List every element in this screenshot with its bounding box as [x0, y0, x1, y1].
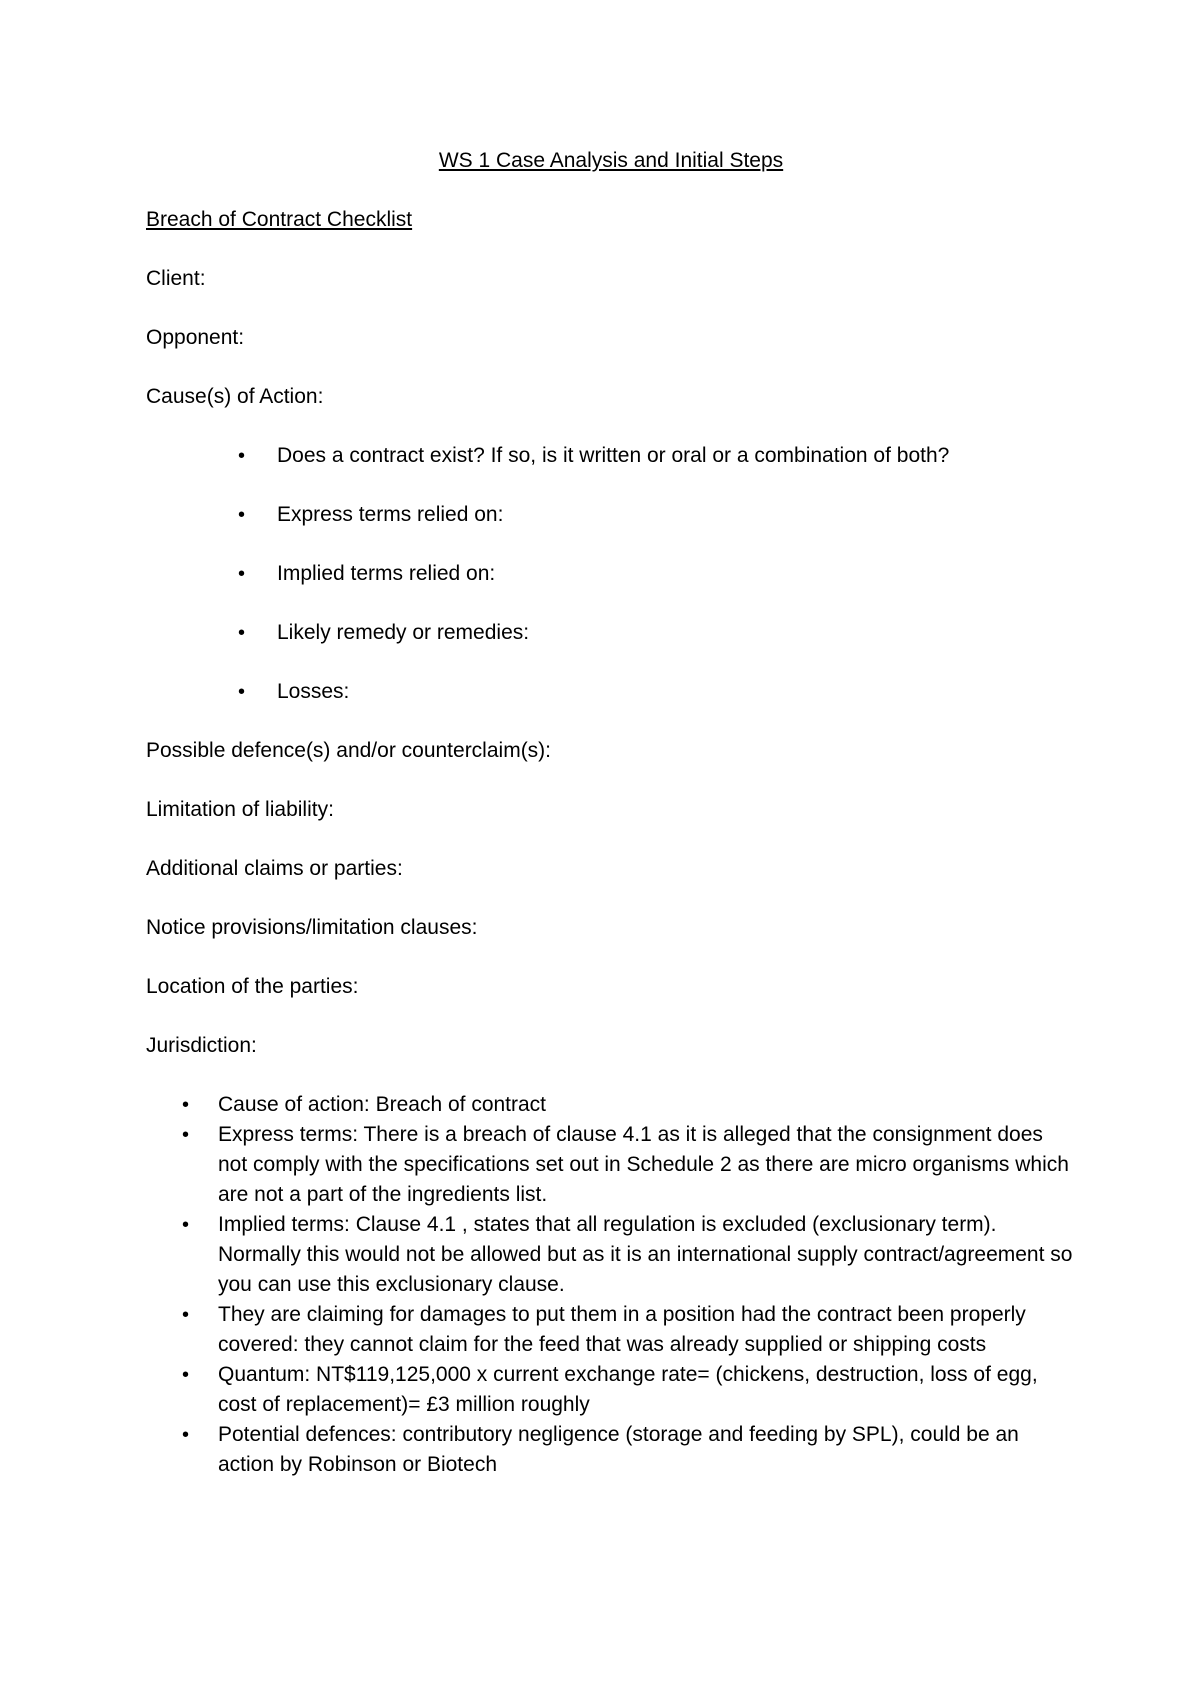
note-text: They are claiming for damages to put them in a position had the contract been properly covered: they cannot claim for the feed that was already supplied or shipping costs — [218, 1303, 1026, 1356]
note-item — [146, 1210, 1076, 1300]
bullet-icon: • — [182, 1304, 190, 1326]
field-limitation-of-liability: Limitation of liability: — [146, 798, 334, 821]
document-body — [146, 146, 1076, 1480]
note-text: Cause of action: Breach of contract — [218, 1093, 547, 1116]
note-item — [146, 1090, 1076, 1120]
field-possible-defences: Possible defence(s) and/or counterclaim(s): — [146, 739, 552, 762]
bullet-icon: • — [182, 1124, 190, 1146]
checklist-item-text: Likely remedy or remedies: — [277, 621, 530, 644]
checklist-item — [146, 500, 1076, 530]
field-additional-claims: Additional claims or parties: — [146, 857, 403, 880]
checklist-heading: Breach of Contract Checklist — [146, 208, 413, 231]
bullet-icon: • — [182, 1424, 190, 1446]
bullet-icon: • — [182, 1364, 190, 1386]
note-item — [146, 1120, 1076, 1210]
checklist-item — [146, 618, 1076, 648]
note-text: Express terms: There is a breach of clause 4.1 as it is alleged that the consignment does not comply with the specifications set out in Schedule 2 as there are micro organisms which are not a part of the ingredients list. — [218, 1123, 1069, 1206]
field-notice-provisions: Notice provisions/limitation clauses: — [146, 916, 478, 939]
bullet-icon: • — [238, 504, 246, 526]
field-causes-of-action: Cause(s) of Action: — [146, 385, 324, 408]
note-item — [146, 1420, 1076, 1480]
bullet-icon: • — [182, 1094, 190, 1116]
bullet-icon: • — [238, 681, 246, 703]
checklist-item-text: Losses: — [277, 680, 350, 703]
checklist-item-text: Express terms relied on: — [277, 503, 504, 526]
analysis-notes-list — [146, 1090, 1076, 1480]
bullet-icon: • — [238, 622, 246, 644]
document-title: WS 1 Case Analysis and Initial Steps — [438, 149, 784, 172]
note-item — [146, 1360, 1076, 1420]
cause-of-action-checklist — [146, 441, 1076, 707]
bullet-icon: • — [238, 563, 246, 585]
note-item — [146, 1300, 1076, 1360]
field-client: Client: — [146, 267, 206, 290]
checklist-item — [146, 559, 1076, 589]
checklist-item — [146, 441, 1076, 471]
field-location-of-parties: Location of the parties: — [146, 975, 359, 998]
field-opponent: Opponent: — [146, 326, 245, 349]
note-text: Potential defences: contributory negligence (storage and feeding by SPL), could be an action by Robinson or Biotech — [218, 1423, 1019, 1476]
note-text: Implied terms: Clause 4.1 , states that all regulation is excluded (exclusionary term). Normally this would not be allowed but as it is an international supply contract/agreement so you can use this exclusionary clause. — [218, 1213, 1073, 1296]
note-text: Quantum: NT$119,125,000 x current exchange rate= (chickens, destruction, loss of egg, cost of replacement)= £3 million roughly — [218, 1363, 1038, 1416]
field-jurisdiction: Jurisdiction: — [146, 1034, 257, 1057]
bullet-icon: • — [238, 445, 246, 467]
bullet-icon: • — [182, 1214, 190, 1236]
checklist-item — [146, 677, 1076, 707]
checklist-item-text: Does a contract exist? If so, is it written or oral or a combination of both? — [277, 444, 950, 467]
checklist-item-text: Implied terms relied on: — [277, 562, 496, 585]
